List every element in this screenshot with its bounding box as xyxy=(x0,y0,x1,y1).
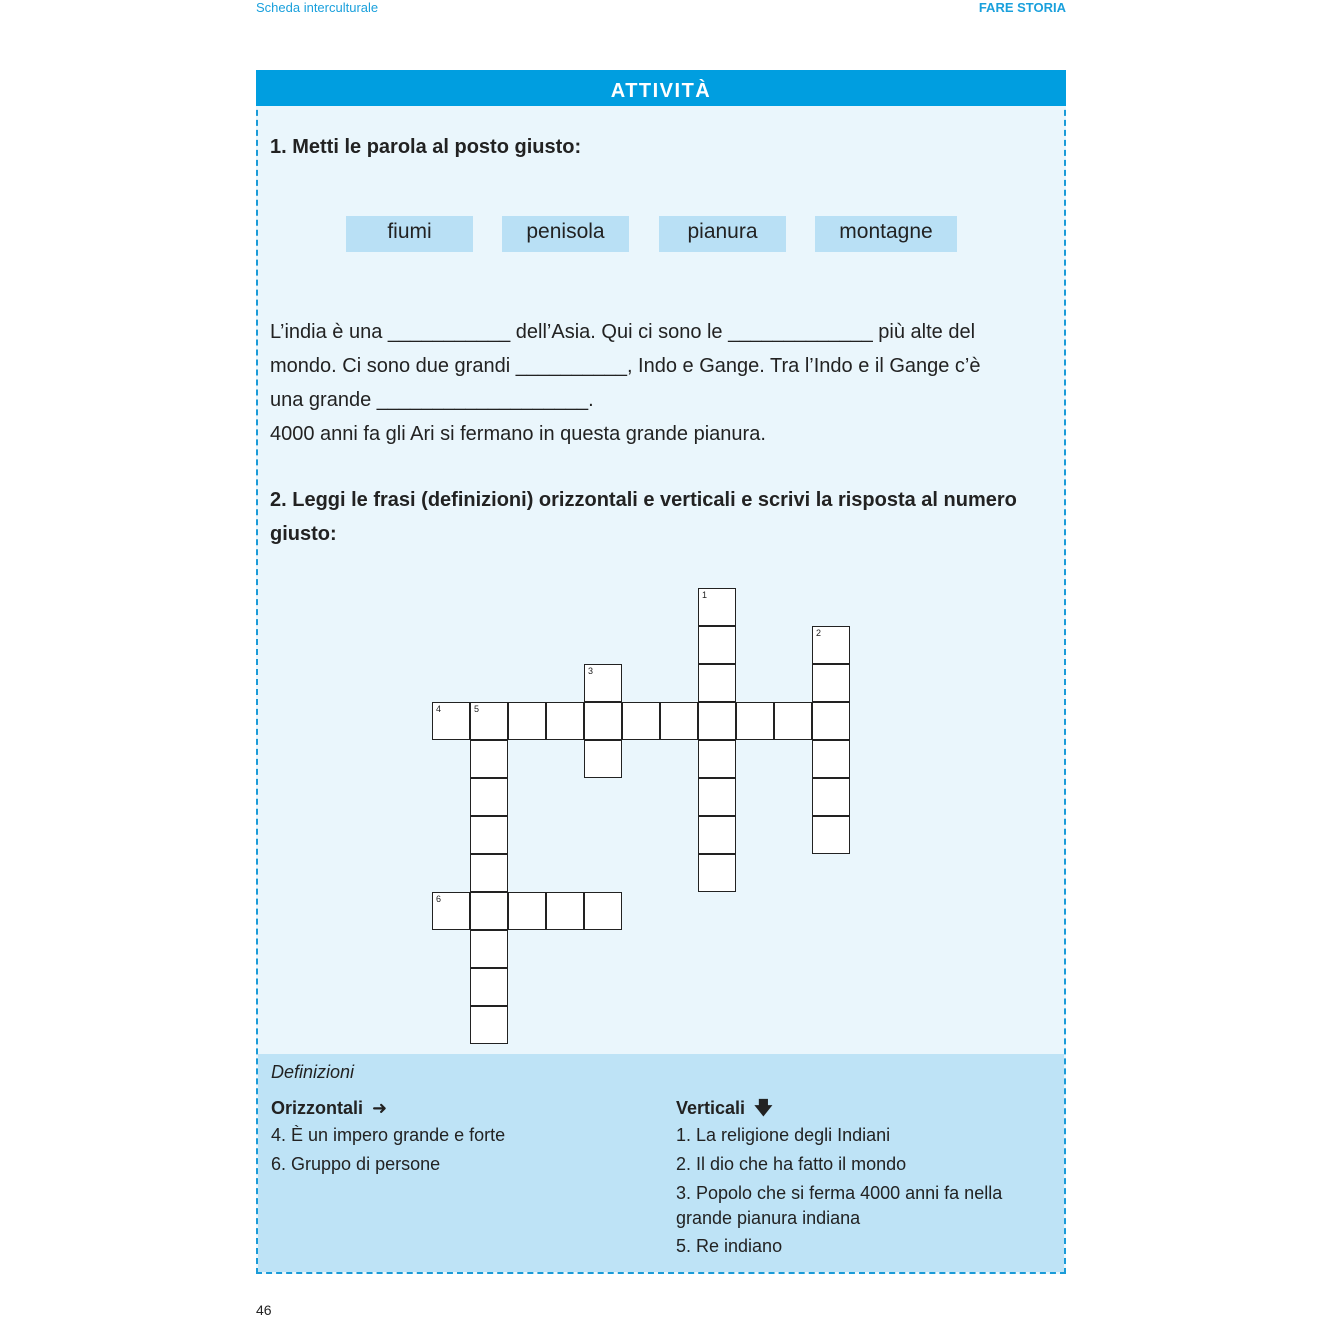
vertical-heading-label: Verticali xyxy=(676,1098,746,1118)
crossword-cell[interactable] xyxy=(546,892,584,930)
crossword-cell[interactable] xyxy=(470,930,508,968)
question-2: 2. Leggi le frasi (definizioni) orizzontali e verticali e scrivi la risposta al numero giusto: xyxy=(270,489,1017,545)
crossword-cell[interactable] xyxy=(508,892,546,930)
crossword-clue-number: 1 xyxy=(702,590,708,600)
horizontal-heading xyxy=(271,1098,387,1119)
crossword-clue-number: 2 xyxy=(816,628,822,638)
crossword-cell[interactable] xyxy=(812,778,850,816)
crossword-cell[interactable] xyxy=(470,1006,508,1044)
crossword-cell[interactable] xyxy=(812,626,850,664)
crossword-cell[interactable] xyxy=(584,702,622,740)
crossword-cell[interactable] xyxy=(698,626,736,664)
crossword-cell[interactable] xyxy=(698,664,736,702)
crossword-cell[interactable] xyxy=(470,892,508,930)
crossword-cell[interactable] xyxy=(698,816,736,854)
text-line: 4000 anni fa gli Ari si fermano in questa grande pianura. xyxy=(270,423,766,445)
crossword-cell[interactable] xyxy=(470,968,508,1006)
activity-panel xyxy=(256,70,1066,1274)
activity-title: ATTIVITÀ xyxy=(256,70,1066,106)
crossword-cell[interactable] xyxy=(508,702,546,740)
page-number: 46 xyxy=(256,1302,272,1318)
definitions-box xyxy=(258,1054,1064,1272)
crossword-cell[interactable] xyxy=(432,892,470,930)
vertical-definition: 1. La religione degli Indiani xyxy=(676,1125,891,1145)
word-chip: fiumi xyxy=(346,216,473,252)
crossword-cell[interactable] xyxy=(698,588,736,626)
crossword-cell[interactable] xyxy=(470,854,508,892)
vertical-definition: 3. Popolo che si ferma 4000 anni fa nella grande pianura indiana xyxy=(676,1183,1003,1228)
text-line: mondo. Ci sono due grandi __________, Indo e Gange. Tra l’Indo e il Gange c’è xyxy=(270,355,981,377)
horizontal-definition: 6. Gruppo di persone xyxy=(271,1154,441,1174)
definitions-title: Definizioni xyxy=(271,1062,355,1082)
crossword-cell[interactable] xyxy=(470,702,508,740)
crossword-cell[interactable] xyxy=(698,778,736,816)
crossword-cell[interactable] xyxy=(470,778,508,816)
crossword-cell[interactable] xyxy=(584,892,622,930)
header-section-label: Scheda interculturale xyxy=(256,0,379,15)
fill-in-text xyxy=(270,315,1060,451)
question-1: 1. Metti le parola al posto giusto: xyxy=(270,136,582,158)
crossword-cell[interactable] xyxy=(584,740,622,778)
word-chip: montagne xyxy=(815,216,957,252)
crossword-cell[interactable] xyxy=(546,702,584,740)
horizontal-definition: 4. È un impero grande e forte xyxy=(271,1125,506,1145)
crossword-cell[interactable] xyxy=(812,664,850,702)
crossword-clue-number: 5 xyxy=(474,704,480,714)
crossword-cell[interactable] xyxy=(660,702,698,740)
crossword-cell[interactable] xyxy=(622,702,660,740)
vertical-heading xyxy=(676,1096,773,1126)
horizontal-heading-label: Orizzontali xyxy=(271,1098,364,1118)
arrow-down-icon: 🡇 xyxy=(754,1098,773,1118)
crossword-cell[interactable] xyxy=(698,740,736,778)
text-line: L’india è una ___________ dell’Asia. Qui ci sono le _____________ più alte del xyxy=(270,321,976,343)
crossword-clue-number: 4 xyxy=(436,704,442,714)
crossword-cell[interactable] xyxy=(698,702,736,740)
word-chip: penisola xyxy=(502,216,629,252)
arrow-right-icon: ➜ xyxy=(372,1098,388,1118)
crossword-cell[interactable] xyxy=(698,854,736,892)
crossword-cell[interactable] xyxy=(584,664,622,702)
crossword-cell[interactable] xyxy=(812,816,850,854)
crossword-cell[interactable] xyxy=(470,740,508,778)
header-subject-label: FARE STORIA xyxy=(978,0,1066,15)
vertical-definition: 5. Re indiano xyxy=(676,1236,783,1256)
word-chip: pianura xyxy=(659,216,786,252)
crossword-cell[interactable] xyxy=(470,816,508,854)
crossword-cell[interactable] xyxy=(812,740,850,778)
crossword-cell[interactable] xyxy=(774,702,812,740)
crossword-clue-number: 6 xyxy=(436,894,442,904)
crossword-clue-number: 3 xyxy=(588,666,594,676)
crossword-cell[interactable] xyxy=(812,702,850,740)
text-line: una grande ___________________. xyxy=(270,389,594,411)
crossword-cell[interactable] xyxy=(432,702,470,740)
crossword-cell[interactable] xyxy=(736,702,774,740)
vertical-definition: 2. Il dio che ha fatto il mondo xyxy=(676,1154,907,1174)
